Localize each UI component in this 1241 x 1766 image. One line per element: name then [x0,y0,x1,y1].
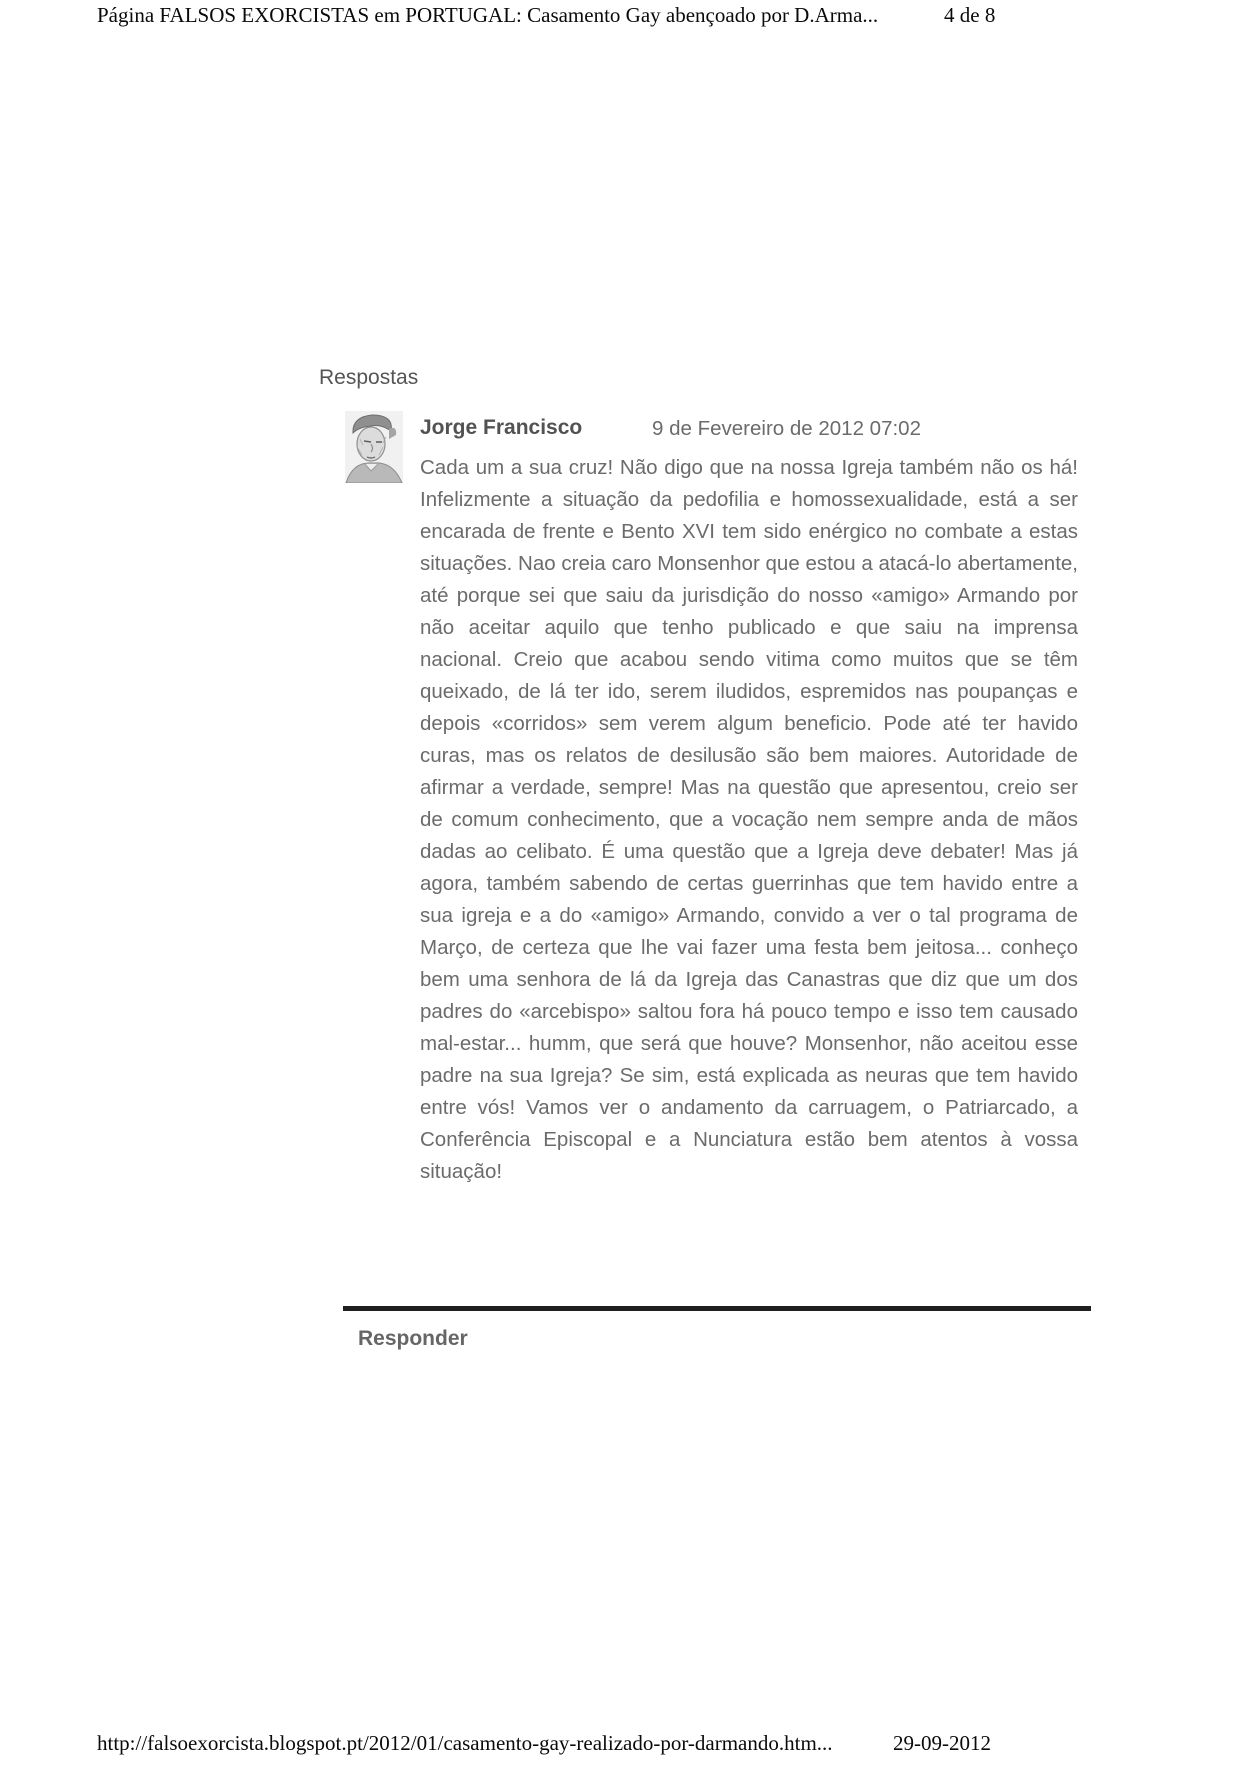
comment-author: Jorge Francisco [420,416,583,439]
portrait-avatar-icon [345,411,403,483]
print-footer-date: 29-09-2012 [893,1731,991,1755]
comment-divider [343,1306,1091,1311]
comment-meta [420,416,921,440]
comment-body-text: Cada um a sua cruz! Não digo que na nossa Igreja também não os há! Infelizmente a situação da pedofilia e homossexualidade, está a ser encarada de frente e Bento XVI tem sido enérgico no combate a estas situações. Nao creia caro Monsenhor que estou a atacá-lo abertamente, até porque sei que saiu da jurisdição do nosso «amigo» Armando por não aceitar aquilo que tenho publicado e que saiu na imprensa nacional. Creio que acabou sendo vitima como muitos que se têm queixado, de lá ter ido, serem iludidos, espremidos nas poupanças e depois «corridos» sem verem algum beneficio. Pode até ter havido curas, mas os relatos de desilusão são bem maiores. Autoridade de afirmar a verdade, sempre! Mas na questão que apresentou, creio ser de comum conhecimento, que a vocação nem sempre anda de mãos dadas ao celibato. É uma questão que a Igreja deve debater! Mas já agora, também sabendo de certas guerrinhas que tem havido entre a sua igreja e a do «amigo» Armando, convido a ver o tal programa de Março, de certeza que lhe vai fazer uma festa bem jeitosa... conheço bem uma senhora de lá da Igreja das Canastras que diz que um dos padres do «arcebispo» saltou fora há pouco tempo e isso tem causado mal-estar... humm, que será que houve? Monsenhor, não aceitou esse padre na sua Igreja? Se sim, está explicada as neuras que tem havido entre vós! Vamos ver o andamento da carruagem, o Patriarcado, a Conferência Episcopal e a Nunciatura estão bem atentos à vossa situação! [420,456,1078,1183]
replies-section-label: Respostas [319,366,419,389]
reply-button[interactable]: Responder [358,1327,468,1350]
print-header-title: Página FALSOS EXORCISTAS em PORTUGAL: Casamento Gay abençoado por D.Arma... [97,3,879,27]
print-footer-url: http://falsoexorcista.blogspot.pt/2012/01/casamento-gay-realizado-por-darmando.htm... [97,1731,833,1755]
comment-timestamp: 9 de Fevereiro de 2012 07:02 [652,417,921,440]
page-number: 4 de 8 [944,3,996,27]
commenter-avatar [345,411,403,483]
